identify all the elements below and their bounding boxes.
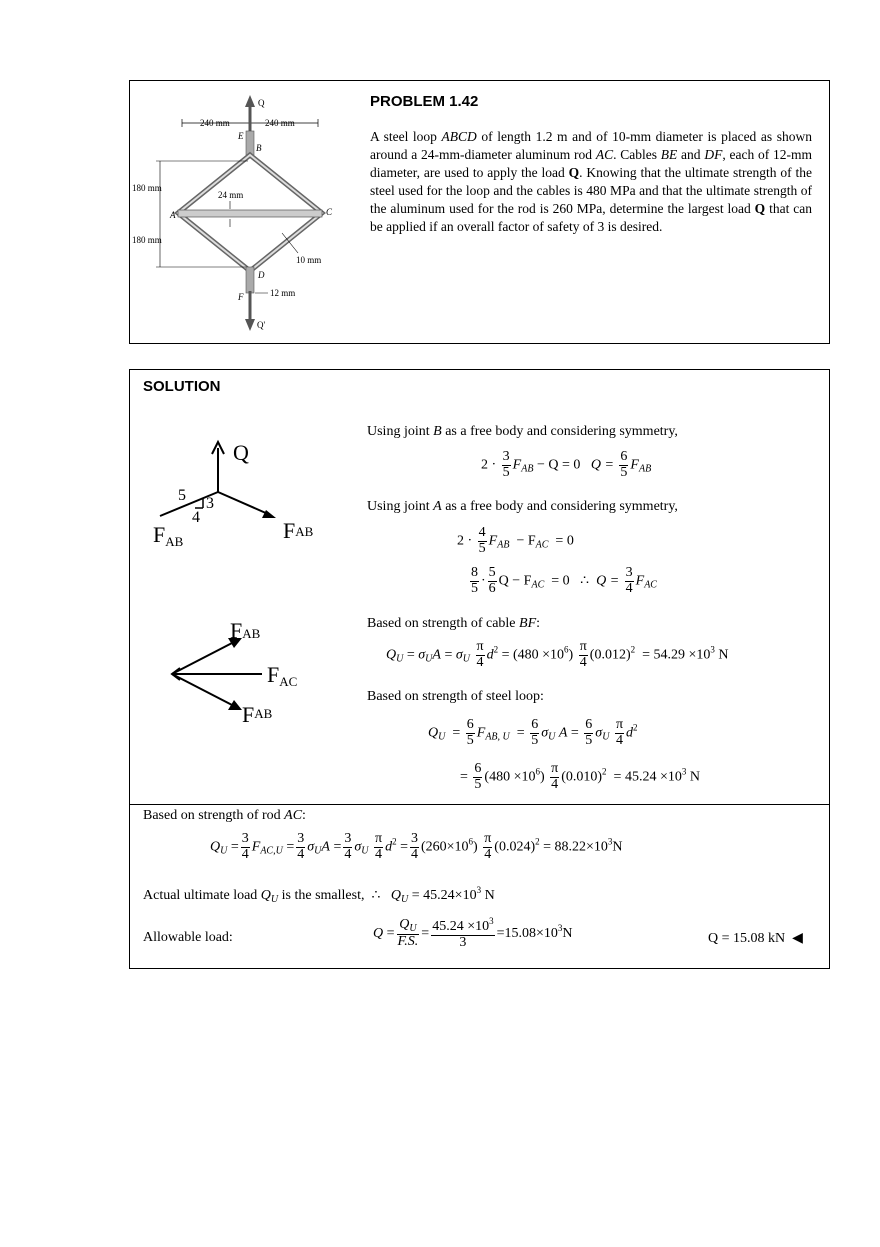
free-body-sketch-joint-a — [152, 614, 332, 734]
label-q: Q — [258, 98, 265, 108]
loop-text: Based on strength of steel loop: — [367, 689, 544, 704]
dim-180-bottom: 180 mm — [132, 235, 162, 245]
solution-box — [129, 369, 830, 969]
joint-a-text: Using joint A as a free body and considering symmetry, — [367, 499, 678, 514]
problem-box — [129, 80, 830, 344]
problem-figure — [130, 81, 350, 343]
sketch-five: 5 — [178, 487, 186, 504]
problem-title: PROBLEM 1.42 — [370, 93, 479, 110]
label-f: F — [238, 292, 244, 302]
sketch-fab-right: FAB — [283, 518, 314, 543]
equation-joint-a-2: $\frac{8}{5}$ · $\frac{5}{6}$ $Q - F_{AC} = 0$ ∴ Q = $\frac{3}{4}$ $F_{AC}$ — [471, 565, 657, 596]
joint-b-text: Using joint B as a free body and considering symmetry, — [367, 424, 678, 439]
label-q-prime: Q' — [257, 320, 266, 330]
sketch-fab-top: FAB — [230, 618, 261, 643]
label-e: E — [238, 131, 244, 141]
sketch-three: 3 — [206, 495, 214, 512]
label-d: D — [258, 270, 265, 280]
cable-text: Based on strength of cable BF: — [367, 616, 541, 631]
label-c: C — [326, 207, 333, 217]
section-divider — [130, 804, 829, 805]
dim-240-left: 240 mm — [200, 118, 230, 128]
final-answer: Q = 15.08 kN ◀ — [708, 931, 803, 946]
allowable-label: Allowable load: — [143, 930, 233, 945]
answer-marker-icon: ◀ — [792, 931, 803, 946]
rod-text: Based on strength of rod AC: — [143, 808, 306, 823]
solution-heading: SOLUTION — [143, 378, 221, 395]
equation-joint-a-1: 2 · $\frac{4}{5}$ $F_{AB} - F_{AC} = 0$ — [457, 525, 574, 556]
dim-180-top: 180 mm — [132, 183, 162, 193]
sketch-q: Q — [233, 440, 249, 465]
label-b: B — [256, 143, 262, 153]
dim-10: 10 mm — [296, 255, 322, 265]
actual-text: Actual ultimate load $Q_U$ is the smallest, ∴ $Q_U = 45.24\times 10^3$ N — [143, 885, 495, 905]
sketch-fab-left: FAB — [153, 522, 184, 549]
equation-loop-2: = $\frac{6}{5}$ $(480 \times 10^6)$ $\frac{\pi}{4}$ $(0.010)^2 = 45.24 \times 10^3$ N — [460, 761, 700, 792]
equation-joint-b: 2 · $\frac{3}{5}$ $F_{AB} - Q = 0$ Q = $\frac{6}{5}$ $F_{AB}$ — [481, 449, 652, 480]
equation-allowable: Q = $\frac{Q_U}{F.S.}$ = $\frac{45.24 \times 10^3}{3}$ $=15.08\times 10^3N$ — [373, 916, 573, 950]
label-a: A — [170, 210, 176, 220]
sketch-four: 4 — [192, 509, 200, 526]
problem-statement: A steel loop ABCD of length 1.2 m and of 10-mm diameter is placed as shown around a 24-mm-diameter aluminum rod AC. Cables BE and DF, each of 12-mm diameter, are used to apply the load Q. Knowing that the ultimate strength of the steel used for the loop and the cables is 480 MPa and that the ultimate strength of the aluminum used for the rod is 260 MPa, determine the largest load Q that can be applied if an overall factor of safety of 3 is desired. — [370, 129, 813, 234]
dim-240-right: 240 mm — [265, 118, 295, 128]
equation-rod: $Q_U$ = $\frac{3}{4}$ $F_{AC,U}$ = $\frac{3}{4}$ $\sigma_UA$ = $\frac{3}{4}$ $\sigma_U$ $\frac{\pi}{4}$ $d^2$ = $\frac{3}{4}$ $(260\times 10^6)$ $\frac{\pi}{4}$ $(0.024)^2 = 88.22\times 10^3N$ — [210, 831, 623, 862]
dim-12: 12 mm — [270, 288, 296, 298]
equation-cable: $Q_U = \sigma_UA = \sigma_U$ $\frac{\pi}{4}$ $d^2 = (480 \times 10^6)$ $\frac{\pi}{4}$ $(0.012)^2 = 54.29 \times 10^3$ N — [386, 639, 729, 670]
sketch-fac: FAC — [267, 662, 298, 689]
equation-loop-1: $Q_U$ = $\frac{6}{5}$ $F_{AB, U}$ = $\frac{6}{5}$ $\sigma_U$ A = $\frac{6}{5}$ $\sigma_U$ $\frac{\pi}{4}$ $d^2$ — [428, 717, 638, 748]
free-body-sketch-joint-b — [148, 430, 348, 555]
dim-24: 24 mm — [218, 190, 244, 200]
sketch-fab-bottom: FAB — [242, 702, 273, 727]
